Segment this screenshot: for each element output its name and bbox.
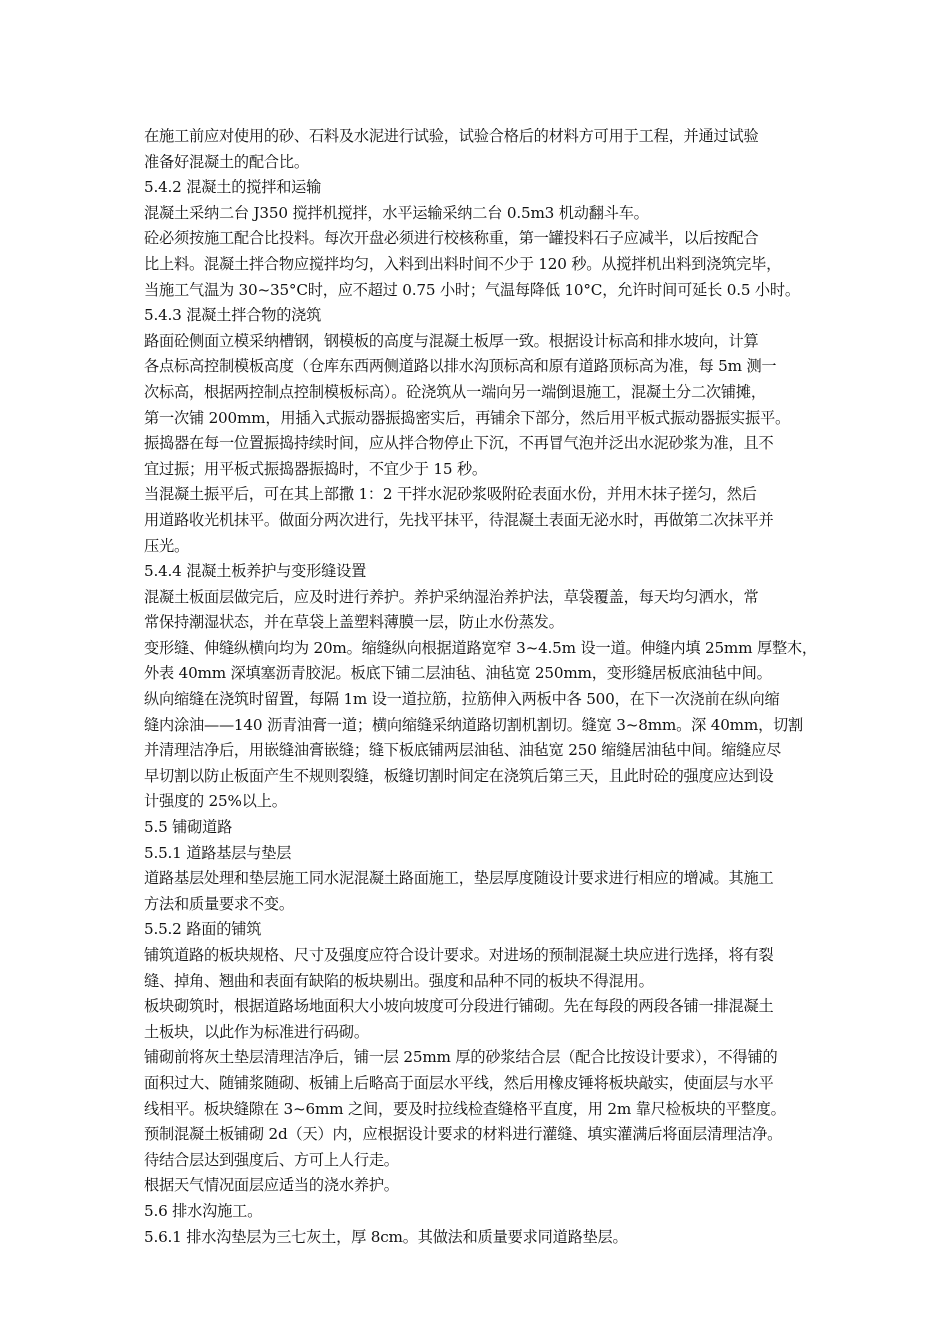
text-line: 板块砌筑时，根据道路场地面积大小坡向坡度可分段进行铺砌。先在每段的两段各铺一排混凝土 [144, 997, 774, 1016]
text-line: 混凝土板面层做完后，应及时进行养护。养护采纳湿治养护法，草袋覆盖，每天均匀洒水，常 [144, 587, 759, 606]
text-line: 预制混凝土板铺砌 2d（天）内，应根据设计要求的材料进行灌缝、填实灌满后将面层清理洁净。 [144, 1125, 783, 1144]
text-line: 常保持潮湿状态，并在草袋上盖塑料薄膜一层，防止水份蒸发。 [144, 613, 564, 632]
text-line: 待结合层达到强度后、方可上人行走。 [144, 1150, 399, 1169]
text-line: 宜过振；用平板式振捣器振捣时，不宜少于 15 秒。 [144, 459, 487, 478]
text-line: 纵向缩缝在浇筑时留置，每隔 1m 设一道拉筋，拉筋伸入两板中各 500，在下一次浇前在纵向缩 [144, 690, 780, 709]
text-line: 方法和质量要求不变。 [144, 894, 294, 913]
text-line: 各点标高控制模板高度（仓库东西两侧道路以排水沟顶标高和原有道路顶标高为准，每 5m 测一 [144, 357, 777, 376]
text-line: 铺砌前将灰土垫层清理洁净后，铺一层 25mm 厚的砂浆结合层（配合比按设计要求），不得铺的 [144, 1048, 778, 1067]
text-line: 准备好混凝土的配合比。 [144, 152, 309, 171]
section-heading: 5.4.4 混凝土板养护与变形缝设置 [144, 562, 367, 581]
text-line: 道路基层处理和垫层施工同水泥混凝土路面施工，垫层厚度随设计要求进行相应的增减。其施工 [144, 869, 774, 888]
section-heading: 5.5 铺砌道路 [144, 818, 233, 837]
text-line: 变形缝、伸缝纵横向均为 20m。缩缝纵向根据道路宽窄 3~4.5m 设一道。伸缝内填 25mm 厚整木， [144, 638, 817, 657]
text-line: 用道路收光机抹平。做面分两次进行，先找平抹平，待混凝土表面无泌水时，再做第二次抹平并 [144, 510, 774, 529]
text-line: 并清理洁净后，用嵌缝油膏嵌缝；缝下板底铺两层油毡、油毡宽 250 缩缝居油毡中间。缩缝应尽 [144, 741, 782, 760]
section-heading: 5.4.2 混凝土的搅拌和运输 [144, 178, 322, 197]
text-line: 砼必须按施工配合比投料。每次开盘必须进行校核称重，第一罐投料石子应减半，以后按配合 [144, 229, 759, 248]
text-line: 计强度的 25%以上。 [144, 792, 287, 811]
section-heading: 5.6.1 排水沟垫层为三七灰土，厚 8cm。其做法和质量要求同道路垫层。 [144, 1227, 628, 1246]
text-line: 振捣器在每一位置振捣持续时间，应从拌合物停止下沉，不再冒气泡并泛出水泥砂浆为准，且不 [144, 434, 774, 453]
text-line: 土板块，以此作为标准进行码砌。 [144, 1022, 369, 1041]
text-line: 线相平。板块缝隙在 3~6mm 之间，要及时拉线检查缝格平直度，用 2m 靠尺检板块的平整度。 [144, 1099, 786, 1118]
text-line: 铺筑道路的板块规格、尺寸及强度应符合设计要求。对进场的预制混凝土块应进行选择，将有裂 [144, 946, 774, 964]
text-line: 混凝土采纳二台 J350 搅拌机搅拌，水平运输采纳二台 0.5m3 机动翻斗车。 [144, 203, 649, 222]
section-heading: 5.6 排水沟施工。 [144, 1201, 263, 1220]
text-line: 路面砼侧面立模采纳槽钢，钢模板的高度与混凝土板厚一致。根据设计标高和排水坡向，计算 [144, 331, 759, 350]
text-line: 第一次铺 200mm，用插入式振动器振捣密实后，再铺余下部分，然后用平板式振动器振实振平。 [144, 408, 790, 427]
text-line: 面积过大、随铺浆随砌、板铺上后略高于面层水平线，然后用橡皮锤将板块敲实，使面层与水平 [144, 1073, 774, 1092]
text-line: 比上料。混凝土拌合物应搅拌均匀，入料到出料时间不少于 120 秒。从搅拌机出料到浇筑完毕， [144, 254, 782, 273]
text-line: 在施工前应对使用的砂、石料及水泥进行试验，试验合格后的材料方可用于工程，并通过试验 [144, 127, 759, 145]
section-heading: 5.4.3 混凝土拌合物的浇筑 [144, 306, 322, 325]
text-line: 当施工气温为 30~35°C时，应不超过 0.75 小时；气温每降低 10°C，允许时间可延长 0.5 小时。 [144, 280, 800, 299]
section-heading: 5.5.1 道路基层与垫层 [144, 843, 292, 862]
text-line: 当混凝土振平后，可在其上部撒 1：2 干拌水泥砂浆吸附砼表面水份，并用木抹子搓匀，然后 [144, 485, 757, 504]
text-line: 早切割以防止板面产生不规则裂缝，板缝切割时间定在浇筑后第三天，且此时砼的强度应达到设 [144, 766, 774, 785]
text-line: 缝、掉角、翘曲和表面有缺陷的板块剔出。强度和品种不同的板块不得混用。 [144, 971, 654, 990]
text-line: 次标高，根据两控制点控制模板标高）。砼浇筑从一端向另一端倒退施工，混凝土分二次铺摊， [144, 382, 766, 401]
text-line: 外表 40mm 深填塞沥青胶泥。板底下铺二层油毡、油毡宽 250mm，变形缝居板底油毡中间。 [144, 664, 772, 683]
section-heading: 5.5.2 路面的铺筑 [144, 920, 262, 939]
document-body [144, 124, 866, 1250]
text-line: 根据天气情况面层应适当的浇水养护。 [144, 1176, 399, 1195]
text-line: 压光。 [144, 536, 189, 555]
text-line: 缝内涂油——140 沥青油膏一道；横向缩缝采纳道路切割机割切。缝宽 3~8mm。深 40mm，切割 [144, 715, 804, 734]
